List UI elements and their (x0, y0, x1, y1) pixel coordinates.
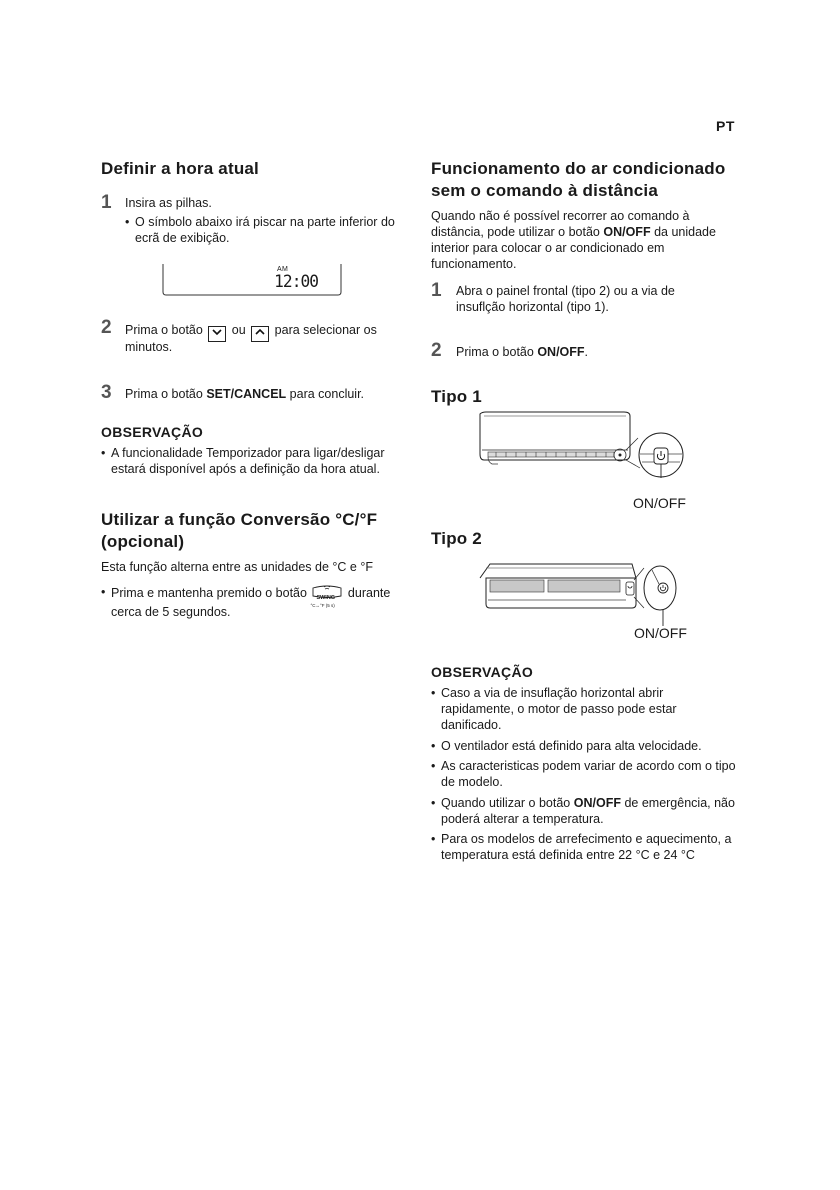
swing-button-icon (310, 584, 344, 608)
step-text-part: . (584, 345, 589, 359)
step-number: 2 (431, 340, 442, 361)
note-text-part: Quando utilizar o botão (441, 796, 571, 810)
step-text-part: ou (231, 323, 246, 337)
type2-title: Tipo 2 (431, 529, 482, 548)
step-text-part: Prima o botão (456, 345, 534, 359)
note-bullet (101, 584, 416, 620)
note-text-part: de emergência, não poderá alterar a temperatura. (441, 796, 735, 826)
step-bullet: • O símbolo abaixo irá piscar na parte inferior do ecrã de exibição. (125, 214, 410, 246)
bullet-text-part: cerca de 5 segundos. (111, 605, 231, 619)
step-number: 1 (431, 280, 442, 301)
note-title: OBSERVAÇÃO (431, 664, 534, 680)
step-text: Abra o painel frontal (tipo 2) ou a via de insuflção horizontal (tipo 1). (456, 284, 675, 314)
swing-button-label: SWING (316, 595, 336, 601)
bullet-text-part: Prima e mantenha premido o botão (111, 586, 307, 600)
section-title-set-time: Definir a hora atual (101, 159, 259, 178)
step-text: minutos. (125, 340, 173, 354)
note-bullet: • Caso a via de insuflação horizontal abrir rapidamente, o motor de passo pode estar danificado. (431, 685, 721, 733)
type2-onoff-label: ON/OFF (634, 625, 687, 641)
step-text (125, 386, 364, 402)
button-name: ON/OFF (603, 225, 651, 239)
step-text-part: Prima o botão (125, 387, 203, 401)
type1-title: Tipo 1 (431, 387, 482, 406)
note-bullet: • Para os modelos de arrefecimento e aquecimento, a temperatura está definida entre 22 °C e 24 °C (431, 831, 736, 863)
type2-unit-illustration (476, 558, 696, 628)
note-bullet (431, 795, 741, 827)
down-key-icon (208, 326, 226, 342)
step-number: 1 (101, 192, 112, 213)
button-name: SET/CANCEL (206, 387, 287, 401)
note-bullet: • A funcionalidade Temporizador para ligar/desligar estará disponível após a definição da hora atual. (101, 445, 411, 477)
step-number: 2 (101, 317, 112, 338)
step-text-part: para selecionar os (274, 323, 377, 337)
step-number: 3 (101, 382, 112, 403)
step-text: Insira as pilhas. (125, 196, 212, 210)
swing-button-sublabel: °C↔°F (5 s) (310, 603, 335, 608)
type1-unit-illustration (474, 410, 694, 480)
note-title: OBSERVAÇÃO (101, 424, 204, 440)
lcd-display (162, 264, 342, 296)
up-key-icon (251, 326, 269, 342)
section-intro: Esta função alterna entre as unidades de °C e °F (101, 560, 373, 574)
note-bullet: • As caracteristicas podem variar de acordo com o tipo de modelo. (431, 758, 741, 790)
lcd-am-label: AM (277, 266, 289, 273)
lcd-time: 12:00 (274, 272, 319, 292)
section-intro (431, 208, 741, 272)
language-label: PT (716, 118, 735, 134)
section-title-manual-operation: Funcionamento do ar condicionado sem o comando à distância (431, 159, 726, 200)
step-text (456, 344, 588, 360)
intro-text-part: Quando não é possível recorrer ao comando à distância, pode utilizar o botão (431, 209, 690, 239)
intro-text-part: da unidade interior para colocar o ar condicionado em funcionamento. (431, 225, 716, 271)
button-name: ON/OFF (573, 796, 621, 810)
section-title-temp-conversion: Utilizar a função Conversão °C/°F (opcional) (101, 510, 378, 551)
step-text-part: Prima o botão (125, 323, 203, 337)
type1-onoff-label: ON/OFF (633, 495, 686, 511)
button-name: ON/OFF (537, 345, 585, 359)
note-bullet: • O ventilador está definido para alta velocidade. (431, 738, 741, 754)
bullet-text-part: durante (347, 586, 391, 600)
step-text-part: para concluir. (289, 387, 365, 401)
